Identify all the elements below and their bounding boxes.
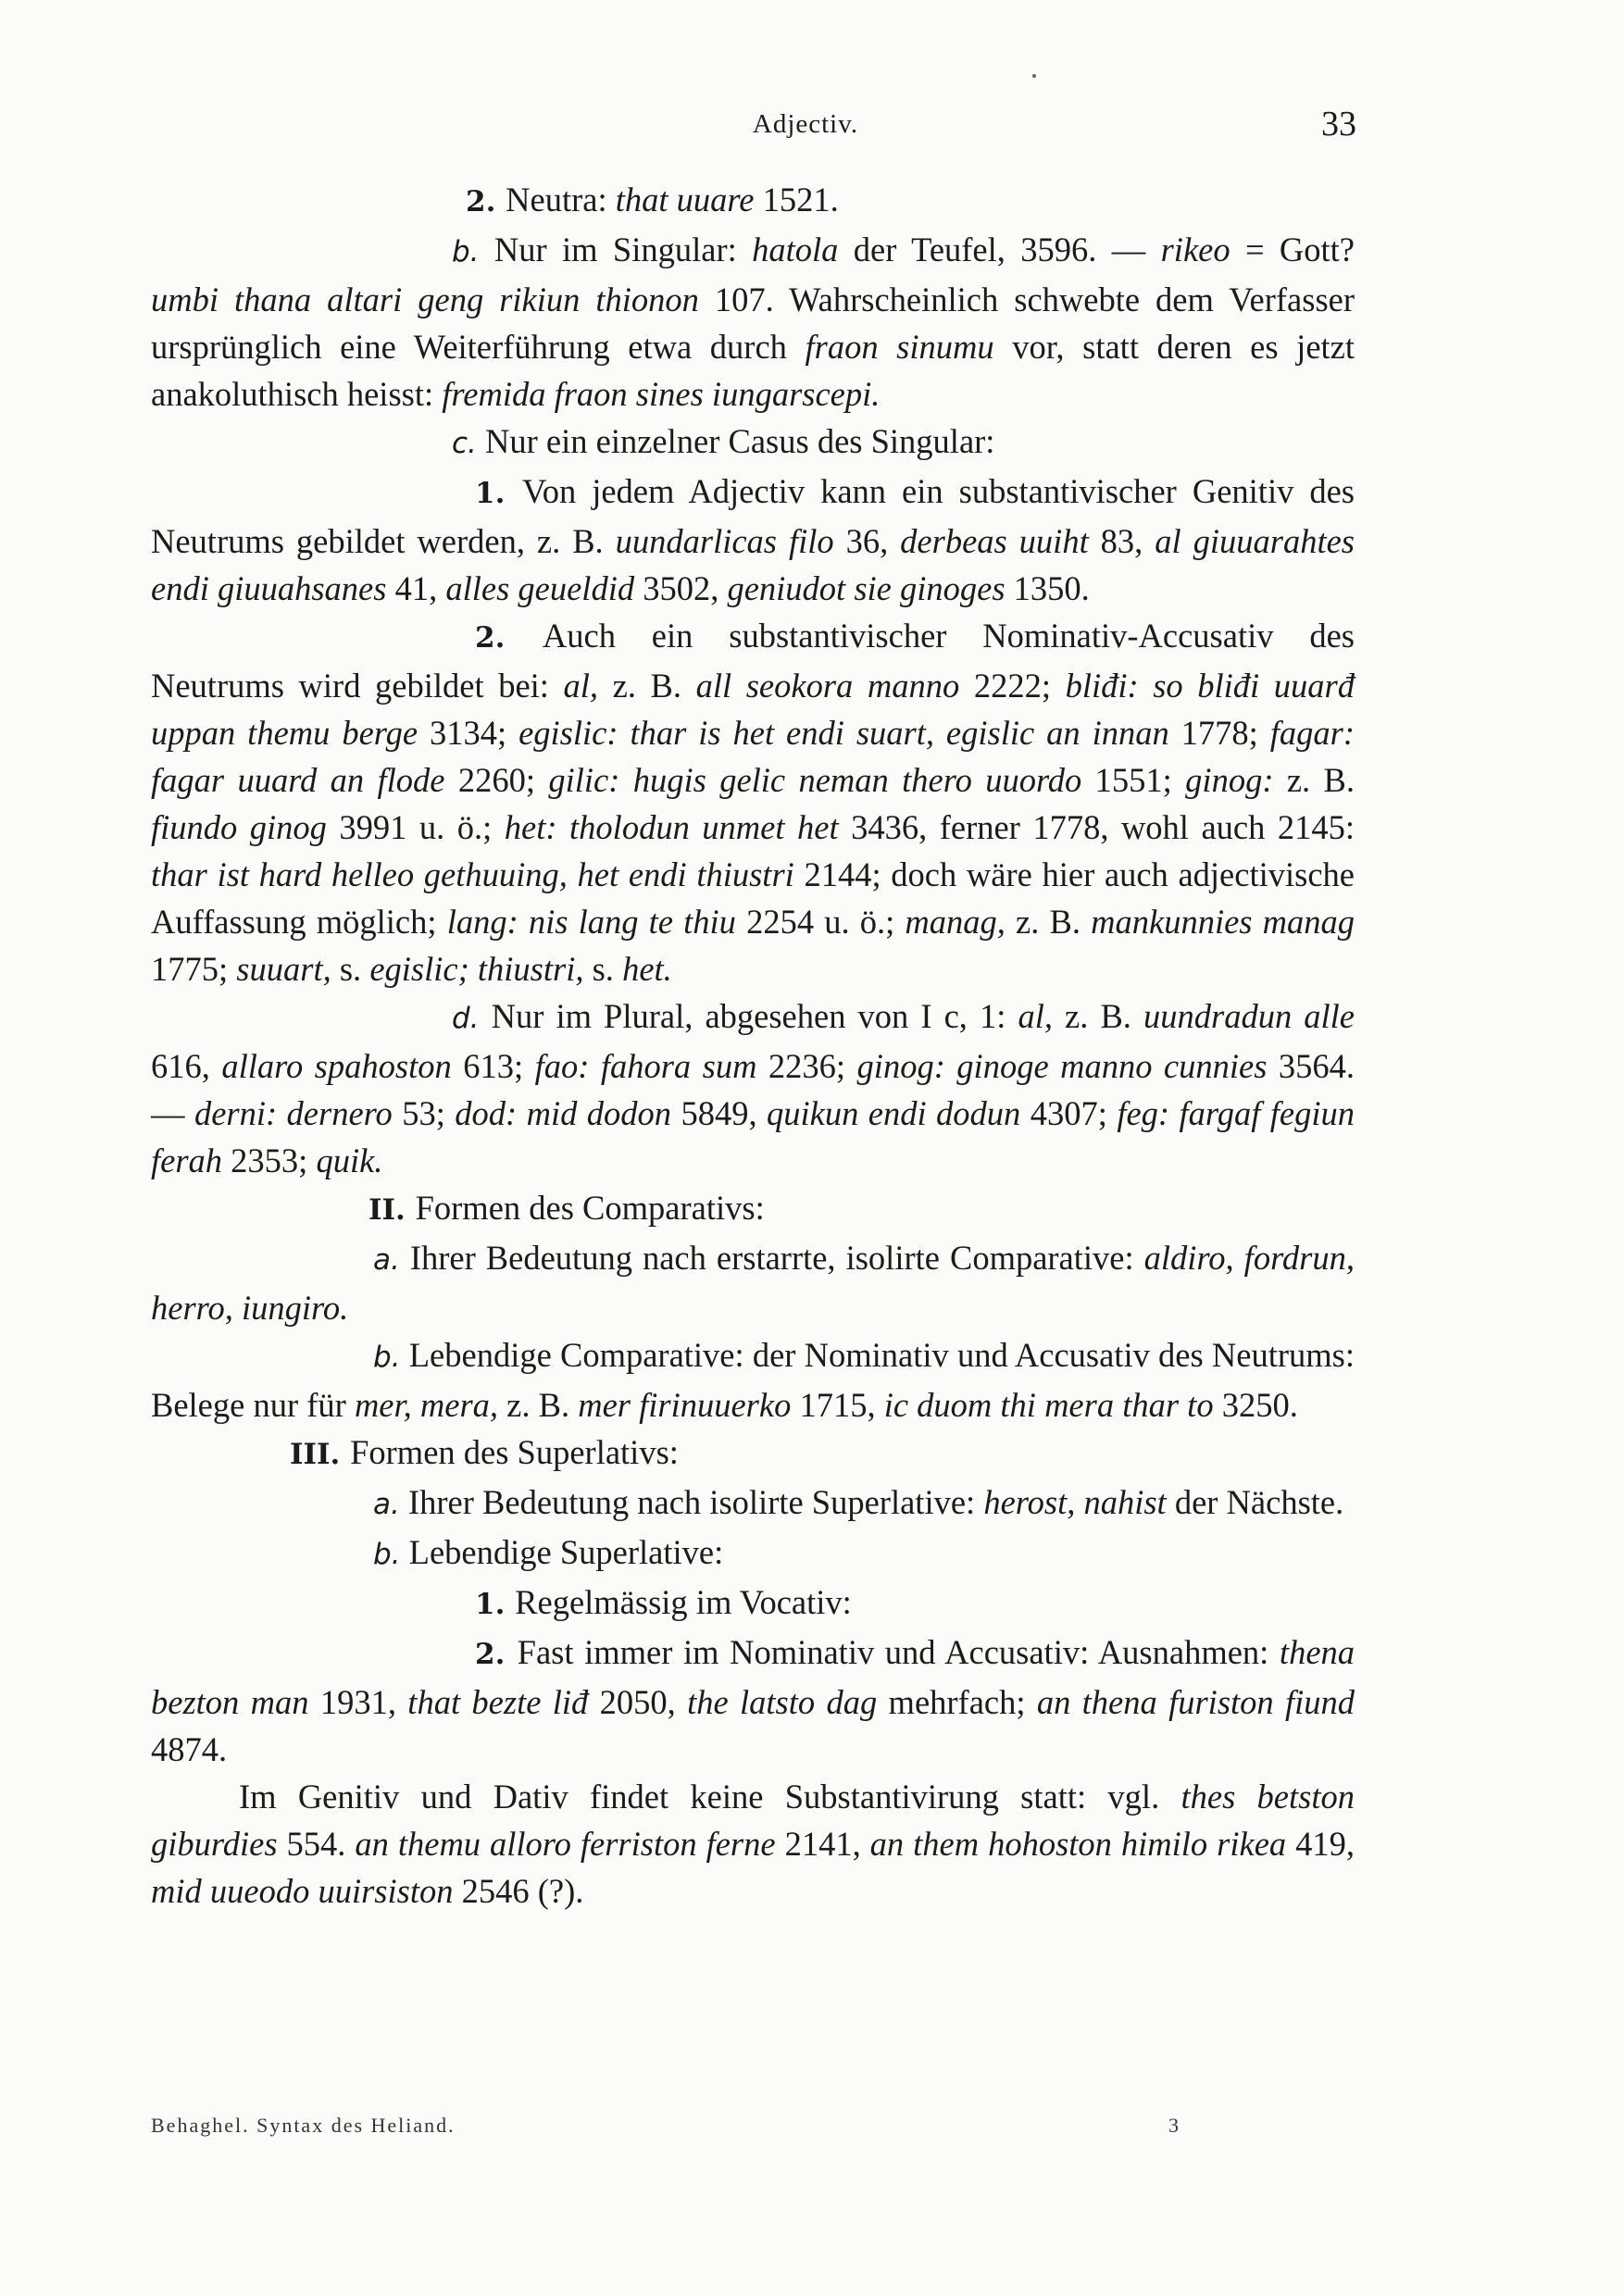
text-run: 2050, <box>588 1683 688 1721</box>
italic-term: herost, nahist <box>983 1483 1167 1521</box>
section-label: 1. <box>475 1588 516 1621</box>
italic-term: ginog: <box>1185 761 1274 799</box>
text-run: 1521. <box>754 181 839 218</box>
italic-term: alles geueldid <box>445 569 635 607</box>
text-run: s. <box>583 950 623 988</box>
italic-term: mankunnies manag <box>1091 903 1355 941</box>
italic-term: derni: dernero <box>194 1094 393 1132</box>
italic-term: thes betston giburdies <box>151 1778 1355 1863</box>
text-run: 554. <box>277 1825 356 1863</box>
text-run: z. B. <box>1005 903 1092 941</box>
italic-term: geniudot sie ginoges <box>727 569 1006 607</box>
text-run: Von jedem Adjectiv kann ein substantivischer Genitiv des Neutrums gebildet werden, z. B. <box>151 472 1355 560</box>
paragraph-b2 <box>151 176 1355 226</box>
text-run: 2353; <box>222 1142 317 1179</box>
text-run: 419, <box>1286 1825 1355 1863</box>
section-label: 2. <box>466 185 506 218</box>
italic-term: derbeas uuiht <box>900 522 1089 560</box>
paragraph-c1 <box>151 468 1355 612</box>
italic-term: lang: nis lang te thiu <box>446 903 736 941</box>
text-run: 1778; <box>1168 714 1270 752</box>
text-run: 1931, <box>308 1683 408 1721</box>
italic-term: feg: fargaf fegiun ferah <box>151 1094 1355 1179</box>
italic-term: fagar: fagar uuard an flode <box>151 714 1355 799</box>
italic-term: that bezte liđ <box>407 1683 589 1721</box>
text-run: 1350. <box>1005 569 1090 607</box>
signature-number: 3 <box>1168 2114 1181 2137</box>
italic-term: fraon sinumu <box>805 328 994 366</box>
text-run: 1551; <box>1081 761 1186 799</box>
text-run: 41, <box>386 569 446 607</box>
paragraph-IIb <box>151 1331 1355 1429</box>
text-run: Ihrer Bedeutung nach isolirte Superlative: <box>399 1483 984 1521</box>
text-run: 2546 (?). <box>453 1872 584 1910</box>
subsection-label: c. <box>452 427 477 460</box>
paragraph-b <box>151 226 1355 418</box>
text-run: Lebendige Superlative: <box>400 1533 724 1571</box>
body-text <box>151 176 1355 1915</box>
page-number: 33 <box>1321 105 1356 144</box>
italic-term: het: tholodun unmet het <box>504 808 839 846</box>
text-run: 2222; <box>959 667 1066 705</box>
italic-term: hatola <box>752 231 839 268</box>
section-label: 2. <box>475 1638 518 1671</box>
text-run: 4307; <box>1020 1094 1118 1132</box>
text-run: Nur im Singular: <box>479 231 753 268</box>
text-run: Nur ein einzelner Casus des Singular: <box>476 422 995 460</box>
italic-term: quik. <box>316 1142 383 1179</box>
italic-term: mid uueodo uuirsiston <box>151 1872 454 1910</box>
text-run: = Gott? <box>1230 231 1355 268</box>
paragraph-d <box>151 992 1355 1184</box>
paragraph-II <box>151 1184 1355 1234</box>
subsection-label: a. <box>373 1488 400 1521</box>
text-run: Neutra: <box>506 181 616 218</box>
paragraph-IIIb1 <box>151 1578 1355 1628</box>
text-run: Auch ein substantivischer Nominativ-Accusativ des Neutrums wird gebildet bei: <box>151 617 1355 705</box>
italic-term: that uuare <box>615 181 755 218</box>
text-run: 2260; <box>444 761 549 799</box>
text-run: z. B. <box>1052 997 1143 1035</box>
paragraph-c <box>151 418 1355 468</box>
page-header <box>0 105 1624 156</box>
text-run: 2144; doch wäre hier auch adjectivische Auffassung möglich; <box>151 855 1355 941</box>
italic-term: manag, <box>905 903 1006 941</box>
subsection-label: b. <box>373 1341 401 1374</box>
italic-term: al, <box>1018 997 1053 1035</box>
italic-term: umbi thana altari geng rikiun thionon <box>151 281 699 318</box>
italic-term: an themu alloro ferriston ferne <box>355 1825 776 1863</box>
italic-term: uundarlicas filo <box>615 522 834 560</box>
text-run: 2236; <box>756 1047 857 1085</box>
subsection-label: d. <box>452 1002 480 1035</box>
text-run: 616, <box>151 1047 222 1085</box>
italic-term: dod: mid dodon <box>455 1094 672 1132</box>
subsection-label: b. <box>452 235 480 268</box>
italic-term: thena bezton man <box>151 1633 1355 1721</box>
subsection-label: a. <box>373 1243 400 1277</box>
italic-term: al giuuarahtes endi giuuahsanes <box>151 522 1355 607</box>
italic-term: mer firinuuerko <box>578 1386 792 1424</box>
text-run: 613; <box>451 1047 535 1085</box>
text-run: 107. Wahrscheinlich schwebte dem Verfasser ursprünglich eine Weiterführung etwa durch <box>151 281 1355 366</box>
section-label: III. <box>290 1438 351 1471</box>
italic-term: fao: fahora sum <box>534 1047 757 1085</box>
running-title: Adjectiv. <box>752 109 859 139</box>
italic-term: gilic: hugis gelic neman thero uuordo <box>548 761 1082 799</box>
italic-term: ginog: ginoge manno cunnies <box>856 1047 1268 1085</box>
text-run: s. <box>331 950 370 988</box>
text-run: Fast immer im Nominativ und Accusativ: Ausnahmen: <box>517 1633 1280 1671</box>
page-footer <box>0 2114 1624 2145</box>
text-run: 3991 u. ö.; <box>326 808 505 846</box>
text-run: 3564. — <box>151 1047 1355 1132</box>
italic-term: suuart, <box>236 950 331 988</box>
italic-term: egislic; thiustri, <box>369 950 584 988</box>
text-run: 1775; <box>151 950 237 988</box>
text-run: Formen des Superlativs: <box>350 1433 679 1471</box>
italic-term: fiundo ginog <box>151 808 327 846</box>
text-run: 3250. <box>1213 1386 1298 1424</box>
paragraph-IIa <box>151 1234 1355 1331</box>
paragraph-IIIb2 <box>151 1628 1355 1773</box>
text-run: der Teufel, 3596. — <box>838 231 1161 268</box>
italic-term: uundradun alle <box>1143 997 1355 1035</box>
text-run: 53; <box>392 1094 456 1132</box>
italic-term: an them hohoston himilo rikea <box>869 1825 1287 1863</box>
text-run: z. B. <box>1273 761 1355 799</box>
text-run: 36, <box>833 522 901 560</box>
text-run: 83, <box>1088 522 1156 560</box>
signature-line: Behaghel. Syntax des Heliand. <box>151 2114 456 2137</box>
text-run: Im Genitiv und Dativ findet keine Substantivirung statt: vgl. <box>239 1778 1181 1816</box>
text-run: Ihrer Bedeutung nach erstarrte, isolirte Comparative: <box>399 1239 1144 1277</box>
text-run: z. B. <box>598 667 696 705</box>
text-run: z. B. <box>498 1386 579 1424</box>
text-run: 3502, <box>634 569 728 607</box>
paragraph-c2 <box>151 612 1355 992</box>
text-run: Lebendige Comparative: der Nominativ und Accusativ des Neutrums: Belege nur für <box>151 1336 1355 1424</box>
italic-term: all seokora manno <box>695 667 960 705</box>
page-speck <box>1032 74 1036 78</box>
text-run: 2254 u. ö.; <box>735 903 906 941</box>
paragraph-IIIb <box>151 1529 1355 1578</box>
paragraph-final <box>151 1773 1355 1915</box>
italic-term: mer, mera, <box>354 1386 499 1424</box>
italic-term: an thena furiston fiund <box>1036 1683 1355 1721</box>
section-label: II. <box>369 1193 416 1227</box>
subsection-label: b. <box>373 1538 401 1571</box>
text-run: 2141, <box>775 1825 870 1863</box>
italic-term: the latsto dag <box>687 1683 878 1721</box>
text-run: Nur im Plural, abgesehen von I c, 1: <box>479 997 1018 1035</box>
text-run: 4874. <box>151 1730 228 1768</box>
italic-term: thar ist hard helleo gethuuing, het endi thiustri <box>151 855 794 893</box>
italic-term: het. <box>622 950 672 988</box>
text-run: Formen des Comparativs: <box>415 1189 765 1227</box>
text-run: vor, statt deren es jetzt anakoluthisch heisst: <box>151 328 1355 413</box>
italic-term: quikun endi dodun <box>767 1094 1021 1132</box>
text-run: Regelmässig im Vocativ: <box>515 1583 852 1621</box>
text-run: 3436, ferner 1778, wohl auch 2145: <box>838 808 1355 846</box>
italic-term: allaro spahoston <box>221 1047 452 1085</box>
section-label: 2. <box>475 621 543 655</box>
paragraph-III <box>151 1429 1355 1479</box>
text-run: 5849, <box>671 1094 768 1132</box>
paragraph-IIIa <box>151 1479 1355 1529</box>
italic-term: bliđi: so bliđi uuarđ uppan themu berge <box>151 667 1355 752</box>
text-run: 1715, <box>791 1386 884 1424</box>
italic-term: fremida fraon sines iungarscepi. <box>442 375 881 413</box>
section-label: 1. <box>475 477 523 510</box>
italic-term: rikeo <box>1160 231 1230 268</box>
italic-term: ic duom thi mera thar to <box>883 1386 1214 1424</box>
italic-term: aldiro, fordrun, herro, iungiro. <box>151 1239 1355 1327</box>
italic-term: egislic: thar is het endi suart, egislic an innan <box>518 714 1169 752</box>
italic-term: al, <box>563 667 599 705</box>
text-run: 3134; <box>418 714 519 752</box>
text-run: mehrfach; <box>877 1683 1037 1721</box>
text-run: der Nächste. <box>1166 1483 1344 1521</box>
